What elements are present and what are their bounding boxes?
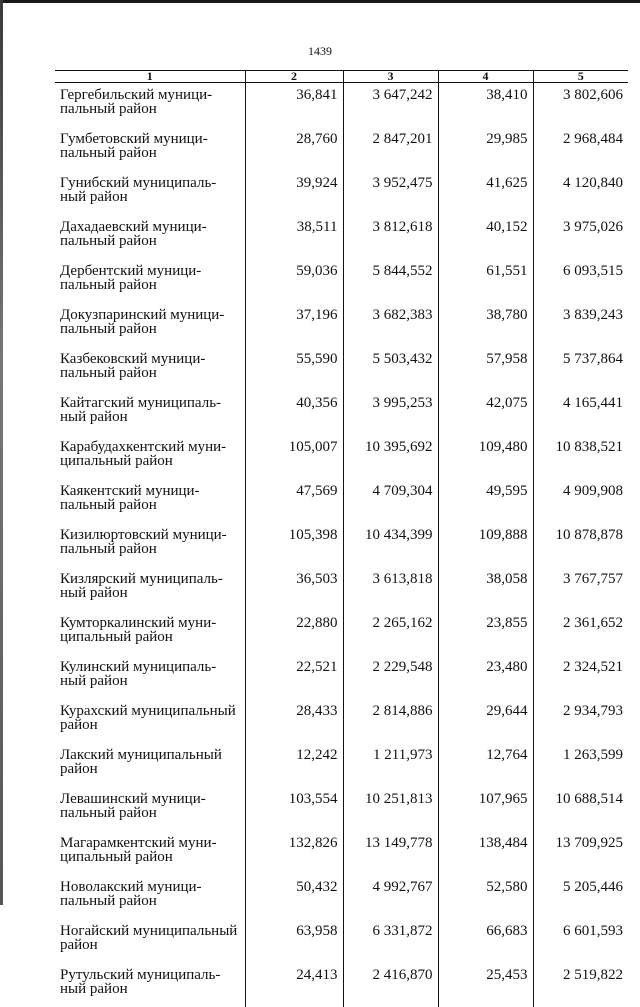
value-cell-col-5: 1 263,599 [533,743,628,787]
table-row [55,875,628,919]
value-cell-col-4: 40,152 [438,215,533,259]
table-row [55,699,628,743]
district-name-cell: Кизилюртовский муници- пальный район [55,523,245,567]
value-cell-col-2: 22,880 [245,611,343,655]
value-cell-col-5: 3 802,606 [533,83,628,128]
value-cell-col-2: 50,432 [245,875,343,919]
value-cell-col-3: 3 952,475 [343,171,438,215]
district-name-cell: Дербентский муници- пальный район [55,259,245,303]
value-cell-col-5: 2 968,484 [533,127,628,171]
value-cell-col-2: 132,826 [245,831,343,875]
table-row [55,919,628,963]
value-cell-col-4: 109,888 [438,523,533,567]
value-cell-col-5: 6 093,515 [533,259,628,303]
value-cell-col-4: 41,625 [438,171,533,215]
district-name-cell: Кизлярский муниципаль- ный район [55,567,245,611]
table-body [55,83,628,1007]
district-name-cell: Левашинский муници- пальный район [55,787,245,831]
value-cell-col-3: 3 682,383 [343,303,438,347]
value-cell-col-3: 10 434,399 [343,523,438,567]
table-row [55,215,628,259]
district-name-cell: Докузпаринский муници- пальный район [55,303,245,347]
district-name-cell: Рутульский муниципаль- ный район [55,963,245,1007]
scan-border-left [0,0,3,905]
value-cell-col-2: 36,503 [245,567,343,611]
value-cell-col-2: 28,433 [245,699,343,743]
value-cell-col-2: 22,521 [245,655,343,699]
value-cell-col-4: 107,965 [438,787,533,831]
value-cell-col-2: 12,242 [245,743,343,787]
value-cell-col-5: 5 737,864 [533,347,628,391]
district-name-cell: Магарамкентский муни- ципальный район [55,831,245,875]
table-row [55,83,628,128]
table-row [55,171,628,215]
value-cell-col-4: 52,580 [438,875,533,919]
value-cell-col-2: 55,590 [245,347,343,391]
value-cell-col-3: 3 613,818 [343,567,438,611]
table-row [55,567,628,611]
table-row [55,787,628,831]
value-cell-col-3: 4 709,304 [343,479,438,523]
value-cell-col-2: 47,569 [245,479,343,523]
table-header [55,71,628,83]
district-name-cell: Кулинский муниципаль- ный район [55,655,245,699]
value-cell-col-4: 61,551 [438,259,533,303]
district-name-cell: Гумбетовский муници- пальный район [55,127,245,171]
value-cell-col-2: 105,007 [245,435,343,479]
value-cell-col-4: 23,480 [438,655,533,699]
value-cell-col-4: 109,480 [438,435,533,479]
district-name-cell: Гунибский муниципаль- ный район [55,171,245,215]
district-name-cell: Кумторкалинский муни- ципальный район [55,611,245,655]
value-cell-col-4: 23,855 [438,611,533,655]
scan-border-top [0,0,640,3]
value-cell-col-4: 49,595 [438,479,533,523]
table-row [55,479,628,523]
value-cell-col-3: 13 149,778 [343,831,438,875]
district-name-cell: Дахадаевский муници- пальный район [55,215,245,259]
value-cell-col-5: 2 361,652 [533,611,628,655]
value-cell-col-2: 37,196 [245,303,343,347]
value-cell-col-2: 24,413 [245,963,343,1007]
table-row [55,611,628,655]
value-cell-col-3: 2 814,886 [343,699,438,743]
table-row [55,259,628,303]
value-cell-col-5: 3 975,026 [533,215,628,259]
value-cell-col-5: 10 688,514 [533,787,628,831]
table-row [55,523,628,567]
value-cell-col-4: 38,058 [438,567,533,611]
value-cell-col-5: 2 519,822 [533,963,628,1007]
table-row [55,391,628,435]
value-cell-col-2: 105,398 [245,523,343,567]
page-number: 1439 [0,44,640,59]
value-cell-col-5: 4 909,908 [533,479,628,523]
district-name-cell: Курахский муниципальный район [55,699,245,743]
district-name-cell: Кайтагский муниципаль- ный район [55,391,245,435]
table-row [55,831,628,875]
value-cell-col-2: 39,924 [245,171,343,215]
column-header-5: 5 [533,71,628,83]
value-cell-col-4: 138,484 [438,831,533,875]
value-cell-col-5: 5 205,446 [533,875,628,919]
value-cell-col-5: 2 324,521 [533,655,628,699]
value-cell-col-3: 3 995,253 [343,391,438,435]
value-cell-col-5: 4 120,840 [533,171,628,215]
value-cell-col-5: 10 838,521 [533,435,628,479]
column-header-4: 4 [438,71,533,83]
table-row [55,347,628,391]
value-cell-col-3: 2 265,162 [343,611,438,655]
value-cell-col-3: 4 992,767 [343,875,438,919]
value-cell-col-4: 38,780 [438,303,533,347]
value-cell-col-3: 2 416,870 [343,963,438,1007]
value-cell-col-2: 63,958 [245,919,343,963]
district-name-cell: Гергебильский муници- пальный район [55,83,245,128]
value-cell-col-5: 3 767,757 [533,567,628,611]
value-cell-col-4: 66,683 [438,919,533,963]
value-cell-col-5: 2 934,793 [533,699,628,743]
value-cell-col-5: 6 601,593 [533,919,628,963]
value-cell-col-3: 6 331,872 [343,919,438,963]
value-cell-col-3: 10 395,692 [343,435,438,479]
value-cell-col-4: 29,644 [438,699,533,743]
header-row [55,71,628,83]
value-cell-col-3: 2 847,201 [343,127,438,171]
value-cell-col-4: 29,985 [438,127,533,171]
value-cell-col-4: 25,453 [438,963,533,1007]
value-cell-col-3: 2 229,548 [343,655,438,699]
value-cell-col-3: 1 211,973 [343,743,438,787]
district-name-cell: Новолакский муници- пальный район [55,875,245,919]
value-cell-col-5: 13 709,925 [533,831,628,875]
value-cell-col-2: 103,554 [245,787,343,831]
table-row [55,743,628,787]
value-cell-col-5: 4 165,441 [533,391,628,435]
value-cell-col-4: 42,075 [438,391,533,435]
table-row [55,963,628,1007]
value-cell-col-2: 38,511 [245,215,343,259]
value-cell-col-3: 5 503,432 [343,347,438,391]
value-cell-col-2: 36,841 [245,83,343,128]
table-row [55,303,628,347]
value-cell-col-2: 59,036 [245,259,343,303]
table-row [55,127,628,171]
column-header-3: 3 [343,71,438,83]
value-cell-col-3: 10 251,813 [343,787,438,831]
district-name-cell: Казбековский муници- пальный район [55,347,245,391]
data-table [55,70,628,1007]
column-header-1: 1 [55,71,245,83]
value-cell-col-2: 40,356 [245,391,343,435]
district-name-cell: Лакский муниципальный район [55,743,245,787]
column-header-2: 2 [245,71,343,83]
district-name-cell: Каякентский муници- пальный район [55,479,245,523]
value-cell-col-4: 38,410 [438,83,533,128]
value-cell-col-3: 5 844,552 [343,259,438,303]
value-cell-col-3: 3 647,242 [343,83,438,128]
value-cell-col-4: 12,764 [438,743,533,787]
value-cell-col-4: 57,958 [438,347,533,391]
district-name-cell: Карабудахкентский муни- ципальный район [55,435,245,479]
table-row [55,435,628,479]
table-row [55,655,628,699]
value-cell-col-5: 10 878,878 [533,523,628,567]
value-cell-col-2: 28,760 [245,127,343,171]
value-cell-col-5: 3 839,243 [533,303,628,347]
value-cell-col-3: 3 812,618 [343,215,438,259]
district-name-cell: Ногайский муниципальный район [55,919,245,963]
